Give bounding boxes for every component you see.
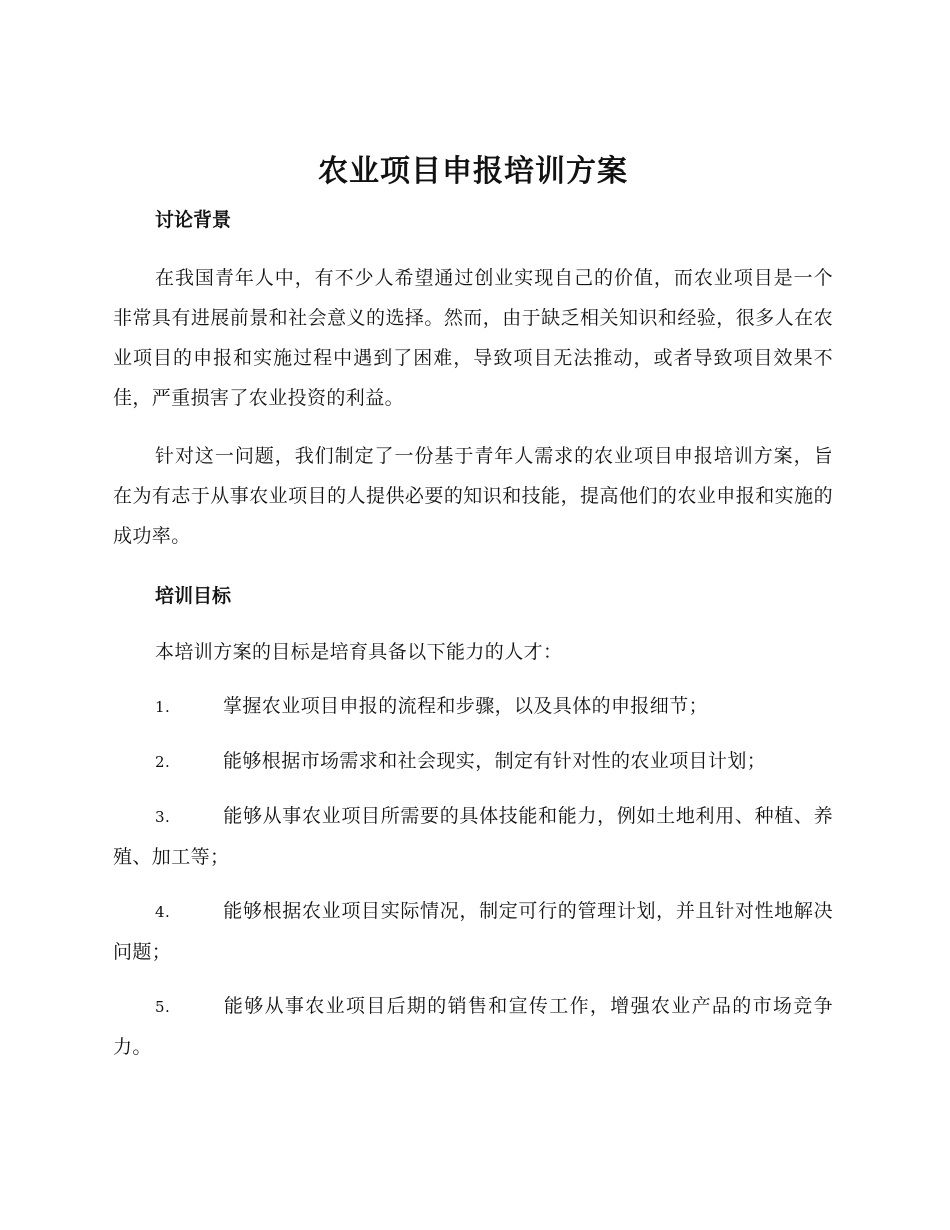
list-text: 能够根据农业项目实际情况，制定可行的管理计划，并且针对性地解决问题； [113,900,833,963]
list-text: 能够从事农业项目所需要的具体技能和能力，例如土地利用、种植、养殖、加工等； [113,805,833,868]
list-item [113,986,833,1067]
background-paragraph-2: 针对这一问题，我们制定了一份基于青年人需求的农业项目申报培训方案，旨在为有志于从事农业项目的人提供必要的知识和技能，提高他们的农业申报和实施的成功率。 [113,445,833,547]
list-item [113,796,833,877]
list-number: 5. [155,998,171,1016]
background-paragraph-1: 在我国青年人中，有不少人希望通过创业实现自己的价值，而农业项目是一个非常具有进展前景和社会意义的选择。然而，由于缺乏相关知识和经验，很多人在农业项目的申报和实施过程中遇到了困难，导致项目无法推动，或者导致项目效果不佳，严重损害了农业投资的利益。 [113,267,833,409]
list-number: 4. [155,903,171,921]
list-text: 能够从事农业项目后期的销售和宣传工作，增强农业产品的市场竞争力。 [113,995,833,1058]
list-item [113,686,833,727]
list-text: 掌握农业项目申报的流程和步骤，以及具体的申报细节； [223,695,709,717]
list-number: 1. [155,698,171,716]
list-number: 2. [155,753,171,771]
list-item [113,891,833,972]
section-heading-goals: 培训目标 [155,585,232,607]
document-page [113,150,833,1067]
document-title: 农业项目申报培训方案 [318,154,628,189]
list-number: 3. [155,808,171,826]
list-item [113,741,833,782]
goals-intro: 本培训方案的目标是培育具备以下能力的人才： [155,641,563,663]
section-heading-background: 讨论背景 [155,209,232,231]
list-text: 能够根据市场需求和社会现实，制定有针对性的农业项目计划； [223,750,767,772]
